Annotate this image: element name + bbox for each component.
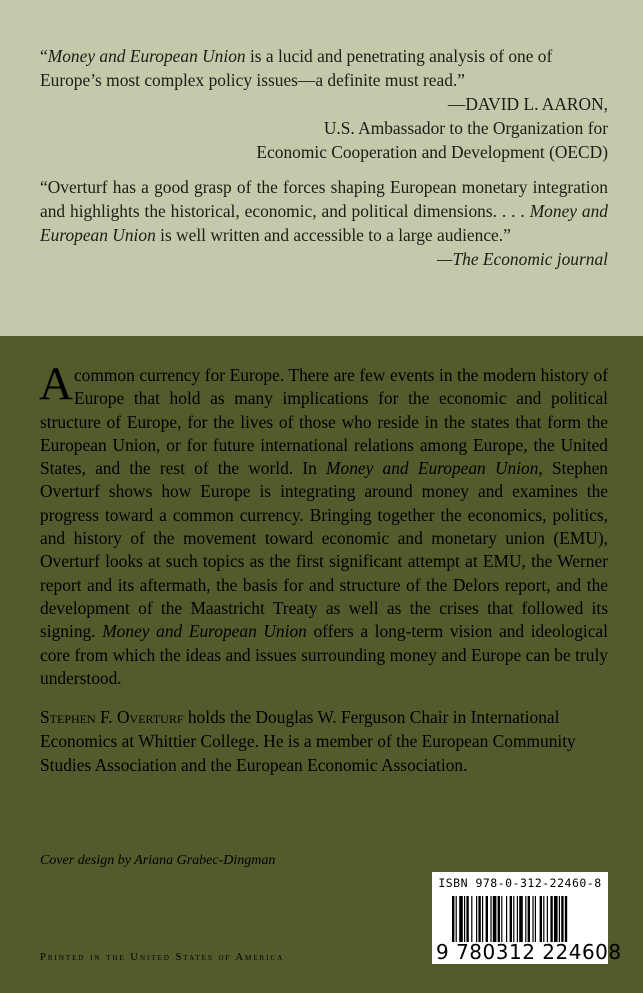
barcode-bar	[466, 896, 468, 942]
barcode-bar	[535, 896, 536, 942]
barcode-bar	[528, 896, 530, 942]
barcode-bar	[532, 896, 533, 942]
barcode-bar	[486, 896, 488, 942]
author-bio-text: holds the Douglas W. Ferguson Chair in International Economics at Whittier College. He is a member of the European Community Studies Association and the European Economic Association.	[40, 707, 576, 775]
barcode-bar	[554, 896, 558, 942]
barcode-bar	[510, 896, 512, 942]
book-title: Money and European Union	[47, 46, 246, 66]
barcode-bar	[517, 896, 518, 942]
barcode-bar	[547, 896, 548, 942]
quote-aaron: “Money and European Union is a lucid and penetrating analysis of one of Europe’s most complex policy issues—a definite must read.”	[40, 46, 553, 90]
attribution-role-line2: Economic Cooperation and Development (OECD)	[256, 142, 608, 162]
barcode-bar	[525, 896, 526, 942]
quote2-text-a: “Overturf has a good grasp of the forces shaping European monetary integration and highlights the historical, economic, and political dimensions. . . .	[40, 177, 608, 221]
book-title: Money and European Union,	[326, 458, 543, 479]
description-part1: common currency for Europe. There are few events in the modern history of Europe that hold as many implications for the economic and political structure of Europe, for the lives of those who reside in the states that form the European Union, or for future international relations among Europe, the United States, and the rest of the world. In	[40, 365, 608, 479]
drop-cap: A	[39, 358, 73, 410]
barcode-bar	[464, 896, 465, 942]
quote-aaron-attribution	[108, 92, 608, 164]
ean-digits: 9 780312 224608	[436, 940, 622, 964]
quote2-attribution: —The Economic journal	[437, 249, 608, 269]
barcode-bar	[519, 896, 523, 942]
quotes-panel	[0, 0, 643, 336]
barcode-bar	[513, 896, 514, 942]
barcode-bar	[565, 896, 567, 942]
barcode-bar	[478, 896, 480, 942]
printed-in: Printed in the United States of America	[40, 952, 285, 963]
barcode-bar	[493, 896, 497, 942]
barcode-bar	[540, 896, 542, 942]
quote-aaron-text: is a lucid and penetrating analysis of one of Europe’s most complex policy issues—a definite must read.”	[40, 46, 553, 90]
barcode-bar	[561, 896, 563, 942]
barcode-bar	[456, 896, 457, 942]
barcode-bar	[471, 896, 472, 942]
barcode-bar	[498, 896, 500, 942]
book-title: Money and European Union	[102, 621, 307, 642]
quote-economic-journal	[40, 175, 608, 271]
attribution-name: —DAVID L. AARON,	[447, 94, 608, 114]
quote2-text-b: is well written and accessible to a large audience.”	[155, 225, 511, 245]
isbn-label: ISBN 978-0-312-22460-8	[438, 876, 602, 890]
barcode-bar	[490, 896, 491, 942]
barcode-bar	[452, 896, 454, 942]
barcode-bar	[559, 896, 560, 942]
barcode-bar	[501, 896, 502, 942]
barcode-bar	[506, 896, 507, 942]
author-bio	[40, 705, 608, 777]
description-part2: Stephen Overturf shows how Europe is integrating around money and examines the progress toward a common currency. Bringing together the economics, politics, and history of the movement toward economic and monetary union (EMU), Overturf looks at such topics as the first significant attempt at EMU, the Werner report and its aftermath, the basis for and structure of the Delors report, and the development of the Maastricht Treaty as well as the crises that followed its signing.	[40, 458, 608, 642]
cover-credit: Cover design by Ariana Grabec-Dingman	[40, 853, 276, 868]
attribution-role-line1: U.S. Ambassador to the Organization for	[323, 118, 608, 138]
barcode-bar	[476, 896, 477, 942]
barcode-bar	[543, 896, 544, 942]
barcode-bar	[550, 896, 552, 942]
book-title: Money and European Union	[40, 201, 608, 245]
book-description	[39, 358, 608, 690]
author-name: Stephen F. Overturf	[40, 707, 184, 727]
barcode-bar	[459, 896, 463, 942]
description-part3: offers a long-term vision and ideological core from which the ideas and issues surrounding money and Europe can be truly understood.	[40, 621, 608, 688]
barcode-bar	[482, 896, 483, 942]
barcode	[452, 896, 602, 942]
